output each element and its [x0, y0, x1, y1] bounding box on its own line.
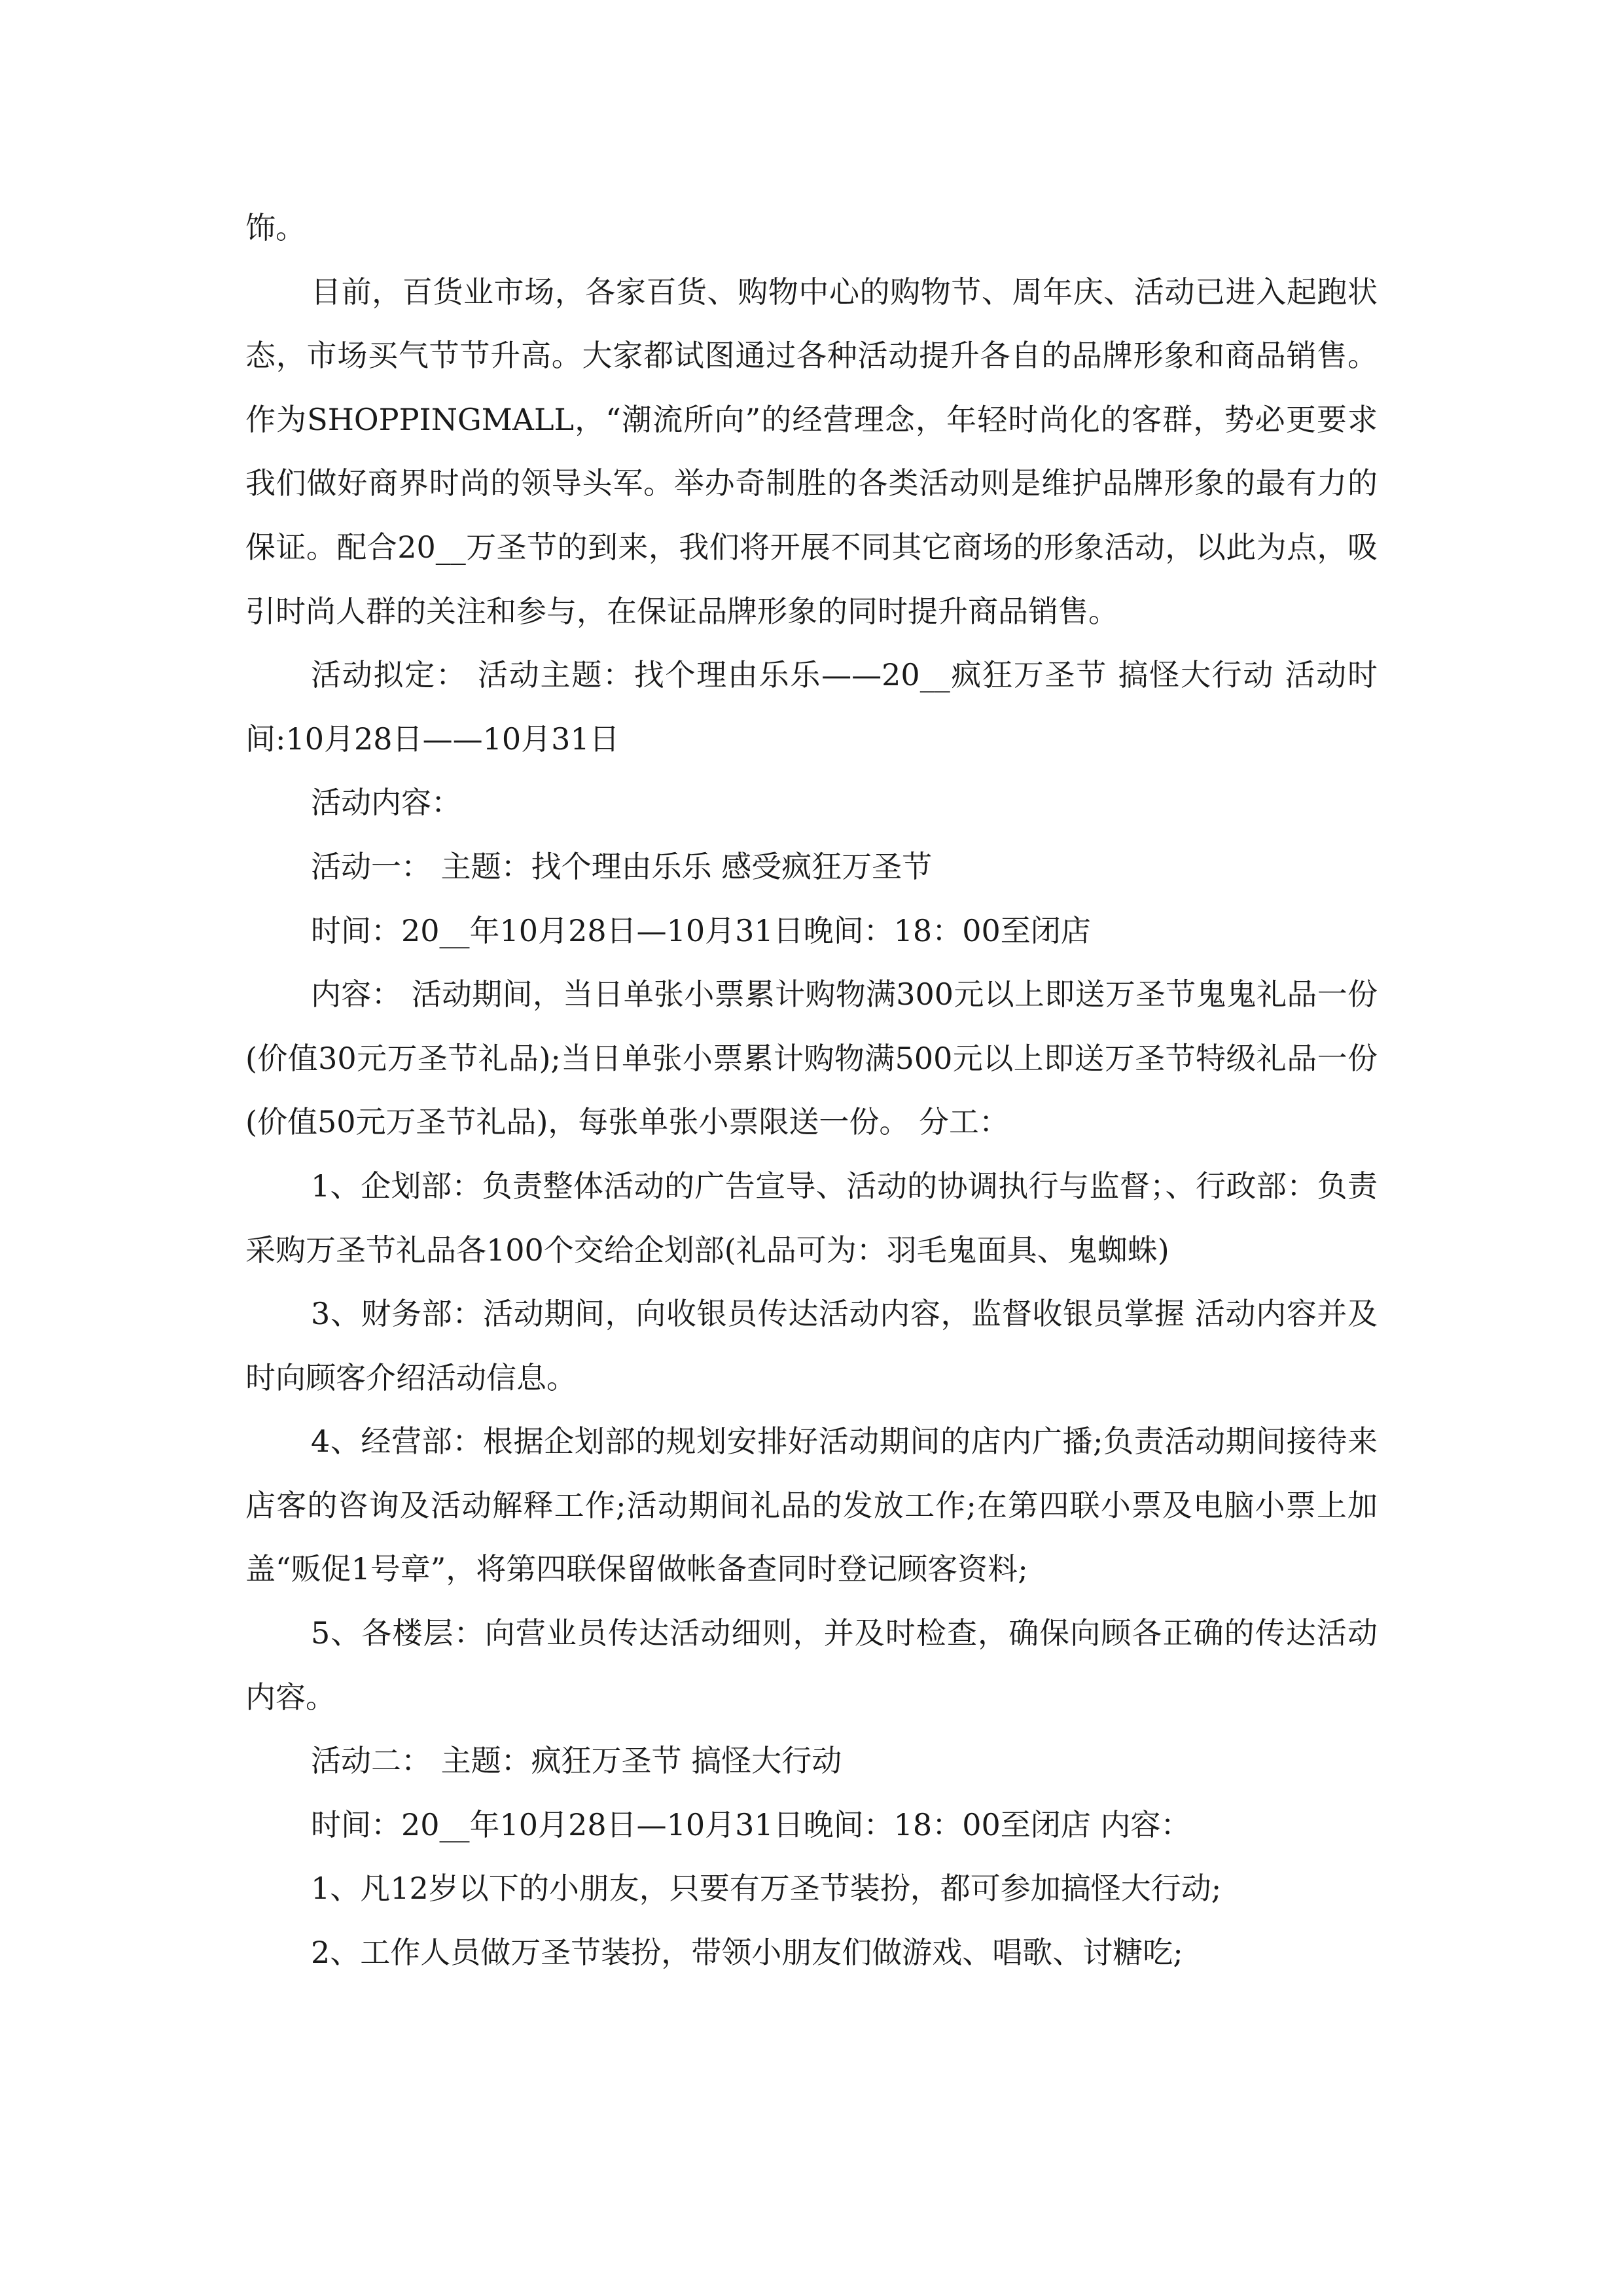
paragraph-activity-one-content: 内容： 活动期间，当日单张小票累计购物满300元以上即送万圣节鬼鬼礼品一份(价值30元万圣节礼品);当日单张小票累计购物满500元以上即送万圣节特级礼品一份(价值50元万圣节礼品)，每张单张小票限送一份。 分工：: [245, 977, 1378, 1140]
paragraph-activity-two-item-1: 1、凡12岁以下的小朋友，只要有万圣节装扮，都可参加搞怪大行动;: [311, 1871, 1222, 1907]
paragraph-activity-two-time: 时间：20__年10月28日—10月31日晚间：18：00至闭店 内容：: [311, 1806, 1191, 1842]
paragraph-division-finance: 3、财务部：活动期间，向收银员传达活动内容，监督收银员掌握 活动内容并及时向顾客介绍活动信息。: [245, 1296, 1378, 1395]
paragraph-activity-one-theme: 活动一： 主题：找个理由乐乐 感受疯狂万圣节: [311, 848, 933, 884]
paragraph-division-operations: 4、经营部：根据企划部的规划安排好活动期间的店内广播;负责活动期间接待来店客的咨询及活动解释工作;活动期间礼品的发放工作;在第四联小票及电脑小票上加盖“贩促1号章”，将第四联保留做帐备查同时登记顾客资料;: [245, 1424, 1378, 1587]
paragraph-division-floors: 5、各楼层：向营业员传达活动细则，并及时检查，确保向顾各正确的传达活动内容。: [245, 1615, 1378, 1715]
paragraph-activity-content-heading: 活动内容：: [311, 785, 461, 821]
paragraph-market-background: 目前，百货业市场，各家百货、购物中心的购物节、周年庆、活动已进入起跑状态，市场买气节节升高。大家都试图通过各种活动提升各自的品牌形象和商品销售。作为SHOPPINGMALL，“潮流所向”的经营理念，年轻时尚化的客群，势必更要求我们做好商界时尚的领导头军。举办奇制胜的各类活动则是维护品牌形象的最有力的保证。配合20__万圣节的到来，我们将开展不同其它商场的形象活动，以此为点，吸引时尚人群的关注和参与，在保证品牌形象的同时提升商品销售。: [245, 274, 1378, 629]
paragraph-continuation: 饰。: [245, 210, 306, 245]
paragraph-activity-one-time: 时间：20__年10月28日—10月31日晚间：18：00至闭店: [311, 912, 1091, 948]
document-body: [245, 196, 1378, 1985]
paragraph-division-planning: 1、企划部：负责整体活动的广告宣导、活动的协调执行与监督；、行政部：负责采购万圣节礼品各100个交给企划部(礼品可为：羽毛鬼面具、鬼蜘蛛): [245, 1168, 1378, 1268]
paragraph-activity-two-theme: 活动二： 主题：疯狂万圣节 搞怪大行动: [311, 1743, 842, 1779]
paragraph-activity-two-item-2: 2、工作人员做万圣节装扮，带领小朋友们做游戏、唱歌、讨糖吃;: [311, 1935, 1183, 1971]
paragraph-activity-plan: 活动拟定： 活动主题：找个理由乐乐——20__疯狂万圣节 搞怪大行动 活动时间:10月28日——10月31日: [245, 657, 1378, 757]
